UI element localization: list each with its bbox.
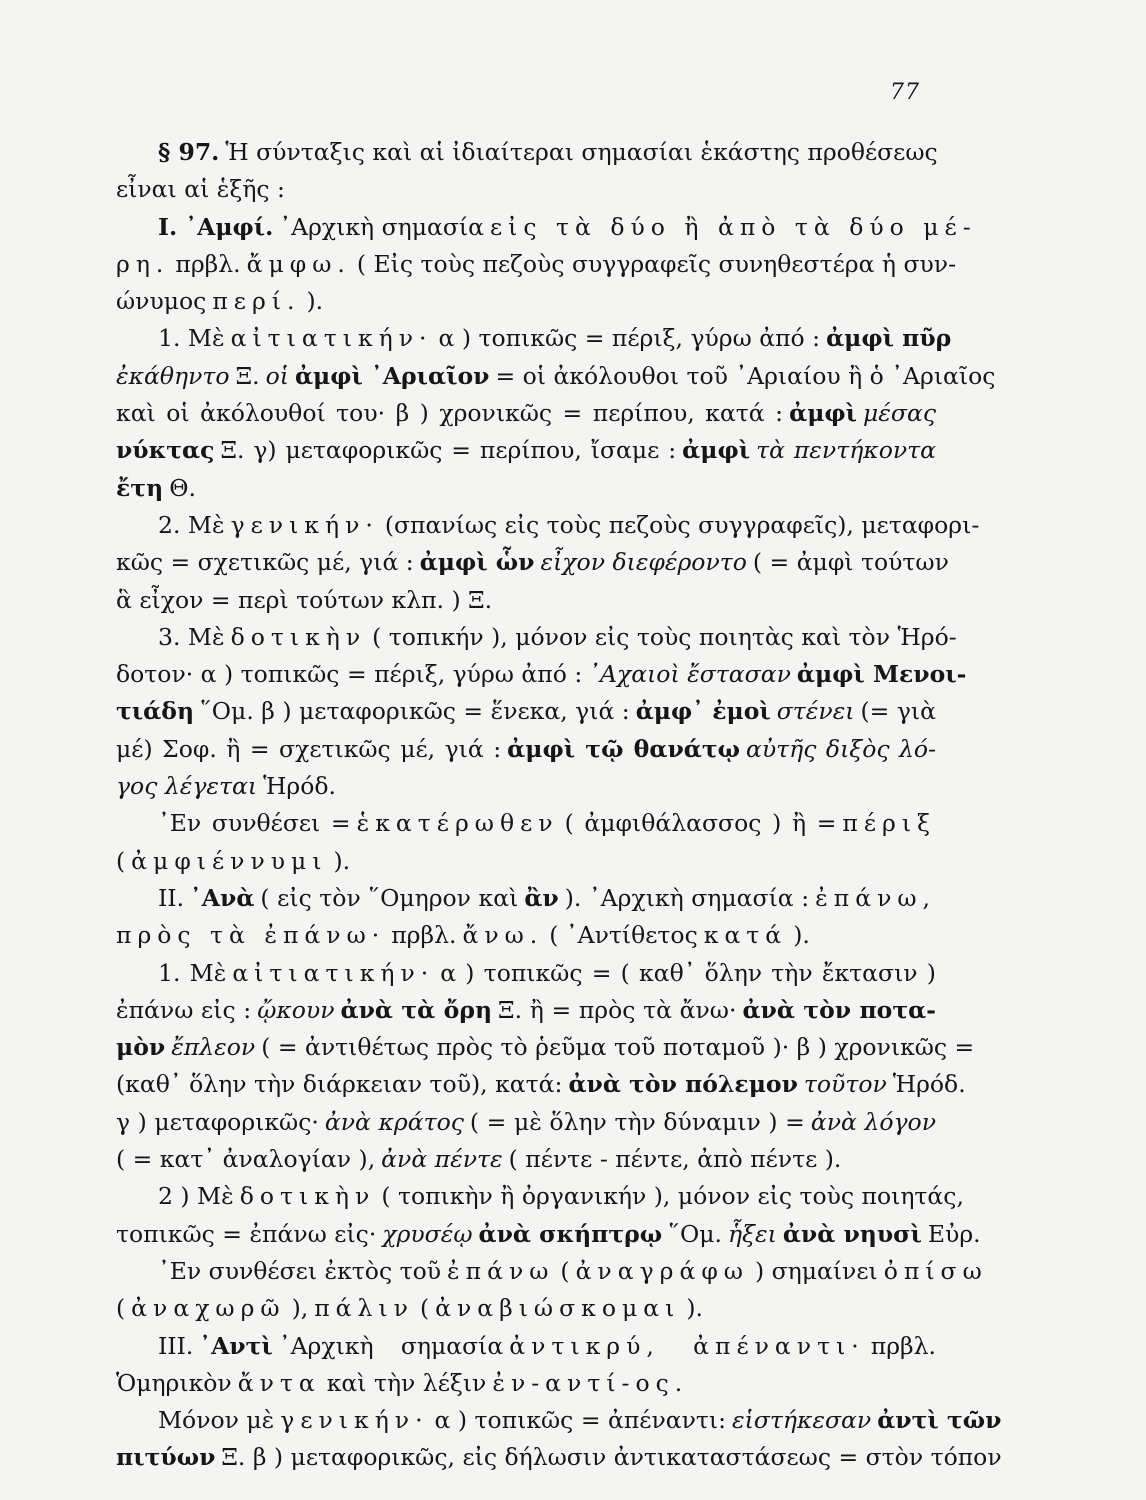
text-line: [116, 1253, 988, 1290]
text-line: [116, 544, 949, 581]
text-segment: (: [419, 1294, 430, 1323]
text-segment: αἰτιατικήν·: [232, 958, 435, 987]
text-line: [116, 731, 936, 768]
text-segment: οἱ: [265, 361, 289, 390]
text-segment: = οἱ ἀκόλουθοι τοῦ ᾿Αριαίου ἢ ὁ ᾿Αριαῖος: [495, 361, 996, 390]
text-segment: I. ᾿Αμφί.: [158, 212, 274, 241]
text-segment: Ἡρόδ.: [892, 1070, 966, 1099]
paragraph: [116, 619, 967, 805]
text-line: [116, 843, 936, 880]
text-line: [116, 209, 977, 246]
text-segment: ἀνὰ νηυσὶ: [782, 1219, 922, 1248]
text-segment: ).: [333, 846, 351, 875]
text-segment: ἐπάνω: [447, 1256, 555, 1285]
text-segment: 2 ) Μὲ: [158, 1182, 234, 1211]
text-segment: ἐκάθηντο: [116, 361, 230, 390]
text-line: [116, 134, 936, 171]
text-segment: 3. Μὲ: [158, 622, 225, 651]
paragraph: [116, 320, 996, 506]
text-segment: νύκτας: [116, 436, 215, 465]
text-segment: ).: [793, 921, 810, 950]
text-line: [116, 880, 936, 917]
text-segment: πρβλ.: [870, 1331, 936, 1360]
text-segment: Μόνον μὲ: [158, 1406, 275, 1435]
text-line: [116, 1178, 964, 1215]
text-segment: ἀνὰ κράτος: [324, 1107, 464, 1136]
text-segment: ( = ἀντιθέτως πρὸς τὸ ῥεῦμα τοῦ ποταμοῦ )· β ) χρονικῶς =: [261, 1033, 975, 1062]
text-segment: πάλιν: [314, 1294, 414, 1323]
text-line: [116, 805, 936, 842]
text-segment: πέριξ: [842, 809, 936, 838]
text-segment: εἰς τὰ δύο ἢ ἀπὸ τὰ δύο μέ-: [489, 212, 977, 241]
text-segment: εἶχον διεφέροντο: [540, 548, 747, 577]
text-segment: δοτικὴν: [239, 1182, 376, 1211]
text-line: [116, 619, 957, 656]
text-segment: πρβλ.: [391, 921, 457, 950]
paragraph: [116, 955, 975, 1179]
text-segment: Ἡρόδ.: [263, 772, 336, 801]
paragraph: [116, 1253, 988, 1328]
text-segment: (= γιὰ: [860, 697, 936, 726]
text-segment: ἀμφὶ: [682, 436, 751, 465]
text-line: [116, 283, 936, 320]
text-segment: γ ) μεταφορικῶς·: [116, 1107, 319, 1136]
text-segment: ᾿Αχαιοὶ ἔστασαν: [588, 660, 791, 689]
text-segment: μὸν: [116, 1033, 166, 1062]
text-line: [116, 1066, 966, 1103]
text-segment: ἃ εἶχον = περὶ τούτων κλπ. ) Ξ.: [116, 585, 493, 614]
text-line: [116, 917, 936, 954]
text-segment: ᾿Αρχικὴ σημασία: [279, 212, 484, 241]
text-segment: ἀμφὶ ὧν: [419, 548, 535, 577]
text-segment: ἀνὰ τὸν πόλεμον: [568, 1070, 798, 1099]
text-line: [116, 507, 980, 544]
text-segment: (σπανίως εἰς τοὺς πεζοὺς συγγραφεῖς), μεταφορι-: [384, 510, 980, 539]
paragraph: [116, 134, 936, 209]
text-line: [116, 246, 957, 283]
paragraph: [116, 209, 977, 321]
text-segment: ἀμφὶ: [789, 399, 858, 428]
text-segment: αἰτιατικήν·: [230, 324, 433, 353]
text-segment: ἀναγράφω: [575, 1256, 749, 1285]
text-line: [116, 992, 936, 1029]
text-segment: II.: [158, 883, 185, 912]
text-segment: ἀνὰ σκήπτρῳ: [478, 1219, 663, 1248]
text-segment: δοτον· α ) τοπικῶς = πέριξ, γύρω ἀπό :: [116, 660, 583, 689]
text-segment: ῞Ομ. β ) μεταφορικῶς = ἕνεκα, γιά :: [200, 697, 630, 726]
text-segment: ᾿Εν συνθέσει ἐκτὸς τοῦ: [158, 1256, 442, 1285]
text-segment: ( Εἰς τοὺς πεζοὺς συγγραφεῖς συνηθεστέρα ἡ συν-: [356, 249, 957, 278]
text-segment: αὐτῆς διξὸς λό-: [746, 734, 937, 763]
paragraph: [116, 1328, 936, 1403]
text-segment: ( τοπικὴν ἢ ὀργανικήν ), μόνον εἰς τοὺς ποιητάς,: [381, 1182, 964, 1211]
text-line: [116, 955, 936, 992]
text-segment: ( = μὲ ὅλην τὴν δύναμιν ) =: [469, 1107, 805, 1136]
text-segment: ᾿Αρχικὴ σημασία: [278, 1331, 504, 1360]
text-segment: γενικήν·: [230, 510, 379, 539]
text-segment: τιάδη: [116, 697, 195, 726]
text-segment: ᾤκουν: [257, 995, 335, 1024]
text-segment: ώνυμος: [116, 287, 207, 316]
text-segment: εἶναι αἱ ἑξῆς :: [116, 175, 285, 204]
text-segment: Ὁμηρικὸν: [116, 1368, 232, 1397]
text-segment: 1. Μὲ: [158, 324, 225, 353]
text-segment: ) σημαίνει: [754, 1256, 878, 1285]
text-segment: ἐπάνω εἰς :: [116, 995, 252, 1024]
text-segment: ),: [291, 1294, 309, 1323]
text-segment: κατά: [703, 921, 788, 950]
text-segment: χρυσέῳ: [382, 1219, 473, 1248]
text-segment: Θ.: [169, 473, 196, 502]
text-segment: ἐν-αντί-ος.: [492, 1368, 689, 1397]
paragraph: [116, 805, 936, 880]
text-segment: ἀμφὶ τῷ θανάτῳ: [507, 734, 741, 763]
text-segment: ( εἰς τὸν ῞Ομηρον καὶ: [260, 883, 519, 912]
text-segment: πιτύων: [116, 1443, 216, 1472]
text-line: [116, 432, 936, 469]
text-segment: (: [116, 846, 126, 875]
text-segment: Ξ. ἢ = πρὸς τὰ ἄνω·: [498, 995, 737, 1024]
text-segment: ἂν: [524, 883, 559, 912]
text-line: [116, 358, 996, 395]
text-segment: Ξ. β ) μεταφορικῶς, εἰς δήλωσιν ἀντικαταστάσεως = στὸν τόπον: [221, 1443, 1002, 1472]
text-line: [116, 171, 936, 208]
text-segment: ἄνω.: [462, 921, 544, 950]
text-segment: ( = κατ᾿ ἀναλογίαν ),: [116, 1145, 376, 1174]
text-line: [116, 1402, 1002, 1439]
text-segment: ἄντα: [237, 1368, 321, 1397]
text-segment: καὶ οἱ ἀκόλουθοί του· β ) χρονικῶς = περίπου, κατά :: [116, 399, 784, 428]
text-segment: γενικήν·: [280, 1406, 429, 1435]
text-segment: ). ᾿Αρχικὴ σημασία :: [564, 883, 810, 912]
text-segment: ἀνὰ πέντε: [381, 1145, 503, 1174]
text-segment: ἀνὰ λόγον: [810, 1107, 936, 1136]
text-segment: 2. Μὲ: [158, 510, 225, 539]
text-segment: ἀναχωρῶ: [131, 1294, 286, 1323]
text-segment: κῶς = σχετικῶς μέ, γιά :: [116, 548, 414, 577]
text-segment: ἀναβιώσκομαι: [435, 1294, 681, 1323]
paragraph: [116, 880, 936, 955]
text-segment: (: [116, 1294, 126, 1323]
text-segment: καὶ τὴν λέξιν: [326, 1368, 487, 1397]
text-segment: ἄμφω.: [246, 249, 351, 278]
text-segment: α ) τοπικῶς = ( καθ᾿ ὅλην τὴν ἔκτασιν ): [440, 958, 936, 987]
text-segment: Ἡ σύνταξις καὶ αἱ ἰδιαίτεραι σημασίαι ἑκάστης προθέσεως: [225, 138, 938, 166]
text-segment: στένει: [776, 697, 855, 726]
text-segment: ( ἀμφιθάλασσος ) ἢ =: [564, 809, 837, 838]
text-line: [116, 1365, 936, 1402]
text-line: [116, 1328, 936, 1365]
text-segment: (καθ᾿ ὅλην τὴν διάρκειαν τοῦ), κατά:: [116, 1070, 563, 1099]
text-segment: III.: [158, 1331, 194, 1360]
text-line: [116, 1439, 1002, 1476]
text-segment: περί.: [212, 287, 301, 316]
text-segment: δοτικὴν: [230, 622, 367, 651]
paragraph: [116, 1178, 981, 1253]
text-segment: γος λέγεται: [116, 772, 258, 801]
text-segment: ( τοπικήν ), μόνον εἰς τοὺς ποιητὰς καὶ τὸν Ἡρό-: [372, 622, 957, 651]
text-line: [116, 470, 936, 507]
text-segment: ᾿Εν συνθέσει =: [158, 809, 351, 838]
text-segment: 1. Μὲ: [158, 958, 227, 987]
text-line: [116, 1216, 981, 1253]
text-segment: ρη.: [116, 249, 170, 278]
text-segment: ( πέντε - πέντε, ἀπὸ πέντε ).: [508, 1145, 842, 1174]
text-segment: Ξ. γ) μεταφορικῶς = περίπου, ἴσαμε :: [220, 436, 677, 465]
text-segment: πρὸς τὰ ἐπάνω·: [116, 921, 386, 950]
text-segment: ᾿Αντὶ: [199, 1331, 273, 1360]
text-segment: α ) τοπικῶς = ἀπέναντι:: [434, 1406, 727, 1435]
text-line: [116, 768, 936, 805]
text-segment: ῞Ομ.: [668, 1219, 722, 1248]
text-line: [116, 1029, 975, 1066]
text-segment: πρβλ.: [175, 249, 241, 278]
text-segment: τὰ πεντήκοντα: [756, 436, 936, 465]
text-segment: ἔτη: [116, 473, 164, 502]
text-segment: μέσας: [863, 399, 936, 428]
text-segment: τοῦτον: [803, 1070, 887, 1099]
text-segment: ἑκατέρωθεν: [356, 809, 559, 838]
text-line: [116, 693, 936, 730]
paragraph: [116, 1402, 1002, 1477]
text-segment: ( = ἀμφὶ τούτων: [752, 548, 949, 577]
text-line: [116, 1141, 936, 1178]
text-segment: ).: [306, 287, 324, 316]
text-segment: ἧξει: [727, 1219, 777, 1248]
text-segment: μέ) Σοφ. ἢ = σχετικῶς μέ, γιά :: [116, 734, 502, 763]
text-segment: ).: [686, 1294, 703, 1323]
text-segment: ὀπίσω: [883, 1256, 988, 1285]
text-segment: ἀμφιέννυμι: [131, 846, 328, 875]
text-segment: εἱστήκεσαν: [732, 1406, 872, 1435]
text-segment: ἀμφ᾿ ἐμοὶ: [635, 697, 771, 726]
text-segment: ἀντὶ τῶν: [877, 1406, 1002, 1435]
text-segment: ἀνὰ τὰ ὄρη: [340, 995, 493, 1024]
text-segment: τοπικῶς = ἐπάνω εἰς·: [116, 1219, 377, 1248]
text-segment: ἀντικρύ, ἀπέναντι·: [509, 1331, 865, 1360]
text-line: [116, 395, 936, 432]
text-line: [116, 582, 936, 619]
text-segment: ᾿Ανὰ: [190, 883, 255, 912]
text-segment: ἐπάνω,: [815, 883, 936, 912]
text-segment: ἀνὰ τὸν ποτα-: [742, 995, 937, 1024]
page-number: 77: [890, 80, 920, 105]
text-line: [116, 656, 967, 693]
text-segment: ἔπλεον: [171, 1033, 256, 1062]
text-segment: α ) τοπικῶς = πέριξ, γύρω ἀπό :: [438, 324, 821, 353]
text-segment: § 97.: [158, 138, 220, 166]
text-line: [116, 1104, 936, 1141]
text-segment: ἀμφὶ Μενοι-: [796, 660, 967, 689]
text-segment: Εὐρ.: [927, 1219, 981, 1248]
main-text: [116, 134, 1002, 1477]
text-segment: (: [560, 1256, 570, 1285]
text-line: [116, 320, 952, 357]
text-segment: ( ᾿Αντίθετος: [549, 921, 698, 950]
text-line: [116, 1290, 936, 1327]
text-segment: ἀμφὶ πῦρ: [826, 324, 952, 353]
paragraph: [116, 507, 980, 619]
text-segment: Ξ.: [235, 361, 260, 390]
text-segment: ἀμφὶ ᾿Αριαῖον: [294, 361, 490, 390]
